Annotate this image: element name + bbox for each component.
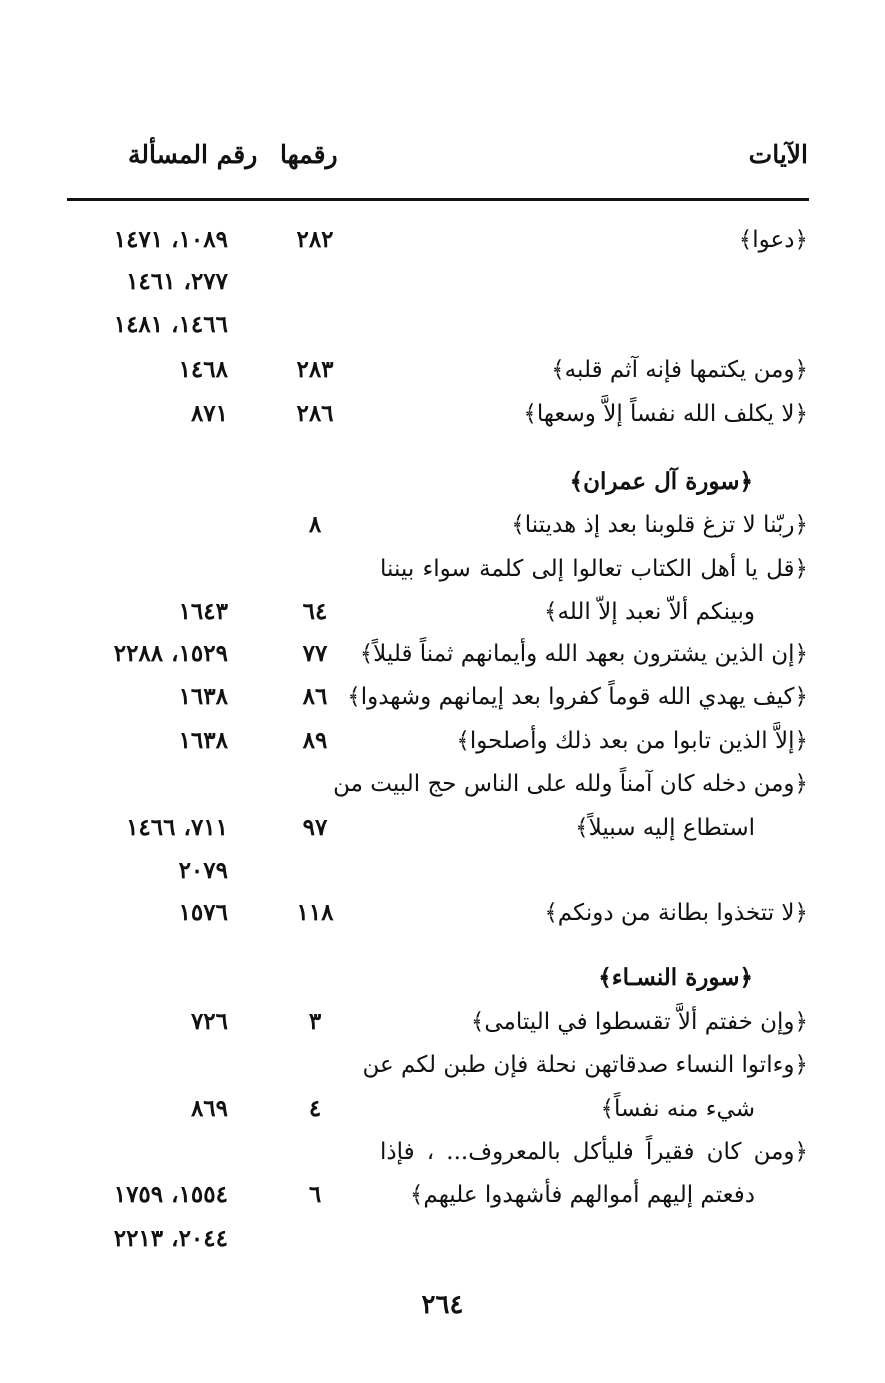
verse-text: وبينكم ألاّ نعبد إلاّ الله﴾ [544, 599, 755, 625]
index-row [0, 1045, 885, 1085]
verse-text: ﴿وإن خفتم ألاَّ تقسطوا في اليتامى﴾ [470, 1009, 808, 1035]
index-row [0, 505, 885, 545]
verse-number: ٦٤ [302, 598, 328, 625]
verse-number: ٢٨٢ [296, 226, 334, 253]
verse-number: ٣ [308, 1008, 322, 1035]
issue-numbers: ١٦٣٨ [178, 727, 228, 754]
issue-numbers: ١٥٥٤، ١٧٥٩ [113, 1181, 228, 1208]
verse-number: ٢٨٦ [296, 400, 334, 427]
surah-heading: ﴿سورة آل عمران﴾ [569, 468, 753, 495]
issue-numbers: ١٥٧٦ [178, 899, 228, 926]
verse-text: ﴿قل يا أهل الكتاب تعالوا إلى كلمة سواء بيننا [380, 556, 808, 582]
issue-numbers: ١٥٢٩، ٢٢٨٨ [113, 640, 228, 667]
verse-number: ٩٧ [302, 814, 328, 841]
issue-numbers: ٢٠٤٤، ٢٢١٣ [113, 1225, 228, 1252]
issue-numbers: ١٠٨٩، ١٤٧١ [113, 226, 228, 253]
issue-numbers: ٢٠٧٩ [178, 857, 228, 884]
verse-number: ٨٩ [302, 727, 328, 754]
index-row [0, 851, 885, 891]
index-row [0, 1175, 885, 1215]
verse-text: ﴿إلاَّ الذين تابوا من بعد ذلك وأصلحوا﴾ [456, 728, 808, 754]
verse-text: شيء منه نفساً﴾ [600, 1096, 755, 1122]
issue-numbers: ١٦٤٣ [178, 598, 228, 625]
issue-numbers: ٢٧٧، ١٤٦١ [126, 268, 228, 295]
index-row [0, 1132, 885, 1172]
index-row [0, 394, 885, 434]
index-row [0, 893, 885, 933]
verse-text: ﴿لا تتخذوا بطانة من دونكم﴾ [544, 900, 808, 926]
index-row [0, 220, 885, 260]
header-verses: الآيات [748, 140, 808, 169]
header-issue-number: رقم المسألة [128, 140, 258, 169]
header-verse-number: رقمها [280, 140, 338, 169]
verse-number: ٨ [308, 511, 322, 538]
issue-numbers: ٧٢٦ [190, 1008, 228, 1035]
issue-numbers: ٧١١، ١٤٦٦ [126, 814, 228, 841]
verse-text: ﴿لا يكلف الله نفساً إلاَّ وسعها﴾ [523, 401, 808, 427]
verse-text: استطاع إليه سبيلاً﴾ [575, 815, 755, 841]
verse-number: ١١٨ [296, 899, 334, 926]
index-row [0, 1089, 885, 1129]
verse-text: ﴿ومن دخله كان آمناً ولله على الناس حج البيت من [333, 771, 808, 797]
verse-number: ٢٨٣ [296, 356, 334, 383]
issue-numbers: ٨٧١ [190, 400, 228, 427]
verse-text: ﴿وءاتوا النساء صدقاتهن نحلة فإن طبن لكم عن [362, 1052, 808, 1078]
verse-text: ﴿ربّنا لا تزغ قلوبنا بعد إذ هديتنا﴾ [511, 512, 808, 538]
verse-text: ﴿إن الذين يشترون بعهد الله وأيمانهم ثمناً قليلاً﴾ [359, 641, 808, 667]
index-row [0, 634, 885, 674]
index-row [0, 592, 885, 632]
index-row [0, 764, 885, 804]
issue-numbers: ١٤٦٦، ١٤٨١ [113, 311, 228, 338]
issue-numbers: ٨٦٩ [190, 1095, 228, 1122]
verse-text: ﴿دعوا﴾ [738, 227, 808, 253]
surah-heading-row [0, 462, 885, 502]
index-row [0, 721, 885, 761]
verse-number: ٧٧ [302, 640, 328, 667]
verse-text: ﴿كيف يهدي الله قوماً كفروا بعد إيمانهم وشهدوا﴾ [347, 684, 808, 710]
index-row [0, 1002, 885, 1042]
issue-numbers: ١٦٣٨ [178, 683, 228, 710]
verse-number: ٤ [308, 1095, 322, 1122]
issue-numbers: ١٤٦٨ [178, 356, 228, 383]
index-row [0, 1219, 885, 1259]
header-rule [67, 198, 809, 201]
surah-heading: ﴿سورة النسـاء﴾ [598, 964, 753, 991]
index-row [0, 305, 885, 345]
page-number: ٢٦٤ [421, 1290, 464, 1320]
surah-heading-row [0, 958, 885, 998]
index-row [0, 808, 885, 848]
index-row [0, 350, 885, 390]
index-row [0, 262, 885, 302]
index-row [0, 677, 885, 717]
verse-number: ٦ [308, 1181, 322, 1208]
verse-number: ٨٦ [302, 683, 328, 710]
verse-text: ﴿ومن كان فقيراً فليأكل بالمعروف... ، فإذا [380, 1139, 808, 1165]
verse-text: ﴿ومن يكتمها فإنه آثم قلبه﴾ [551, 357, 808, 383]
verse-text: دفعتم إليهم أموالهم فأشهدوا عليهم﴾ [409, 1182, 755, 1208]
index-row [0, 549, 885, 589]
